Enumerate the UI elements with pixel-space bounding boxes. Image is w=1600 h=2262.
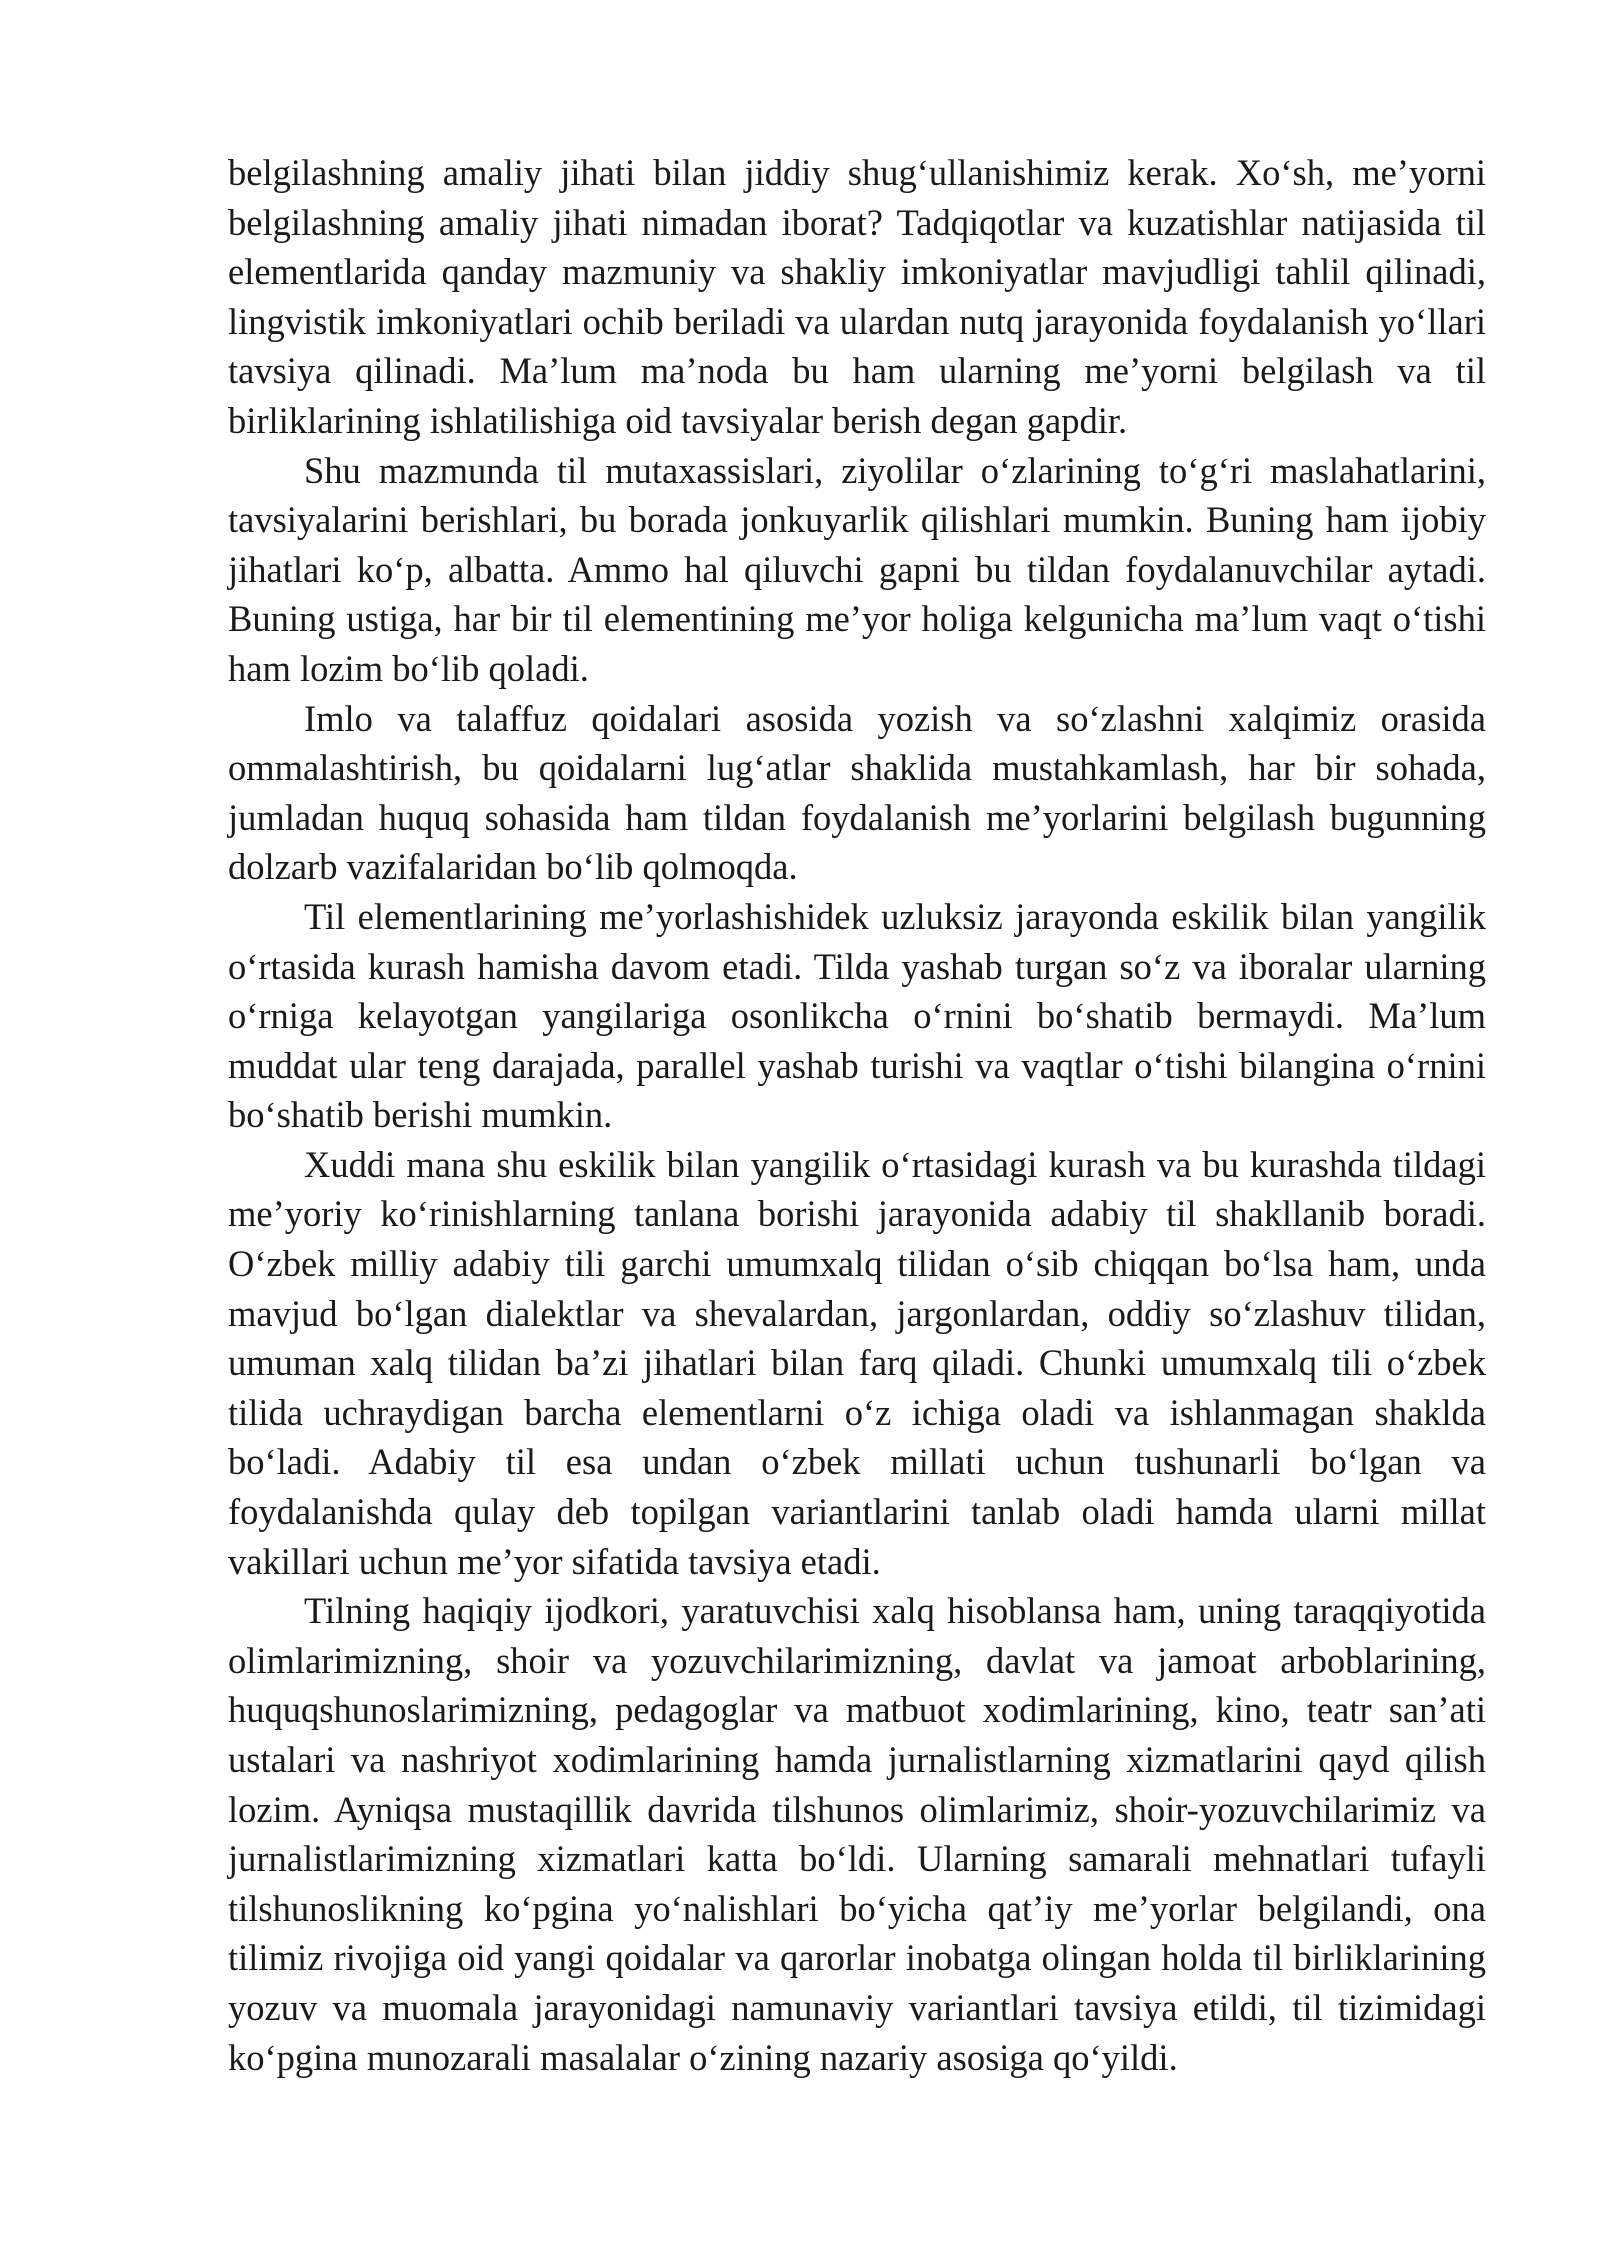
paragraph: Shu mazmunda til mutaxassislari, ziyolilar o‘zlarining to‘g‘ri maslahatlarini, tavsiyalarini berishlari, bu borada jonkuyarlik qilishlari mumkin. Buning ham ijobiy jihatlari ko‘p, albatta. Ammo hal qiluvchi gapni bu tildan foydalanuvchilar aytadi. Buning ustiga, har bir til elementining me’yor holiga kelgunicha ma’lum vaqt o‘tishi ham lozim bo‘lib qoladi. xyxy=(228,449,1486,689)
paragraph: Imlo va talaffuz qoidalari asosida yozish va so‘zlashni xalqimiz orasida ommalashtirish, bu qoidalarni lug‘atlar shaklida mustahkamlash, har bir sohada, jumladan huquq sohasida ham tildan foydalanish me’yorlarini belgilash bugunning dolzarb vazifalaridan bo‘lib qolmoqda. xyxy=(228,697,1486,888)
paragraph: Til elementlarining me’yorlashishidek uzluksiz jarayonda eskilik bilan yangilik o‘rtasida kurash hamisha davom etadi. Tilda yashab turgan so‘z va iboralar ularning o‘rniga kelayotgan yangilariga osonlikcha o‘rnini bo‘shatib bermaydi. Ma’lum muddat ular teng darajada, parallel yashab turishi va vaqtlar o‘tishi bilangina o‘rnini bo‘shatib berishi mumkin. xyxy=(228,895,1486,1136)
document-page xyxy=(228,148,1486,2082)
paragraph-continued: belgilashning amaliy jihati bilan jiddiy shug‘ullanishimiz kerak. Xo‘sh, me’yorni belgilashning amaliy jihati nimadan iborat? Tadqiqotlar va kuzatishlar natijasida til elementlarida qanday mazmuniy va shakliy imkoniyatlar mavjudligi tahlil qilinadi, lingvistik imkoniyatlari ochib beriladi va ulardan nutq jarayonida foydalanish yo‘llari tavsiya qilinadi. Ma’lum ma’noda bu ham ularning me’yorni belgilash va til birliklarining ishlatilishiga oid tavsiyalar berish degan gapdir. xyxy=(228,152,1486,441)
paragraph: Xuddi mana shu eskilik bilan yangilik o‘rtasidagi kurash va bu kurashda tildagi me’yoriy ko‘rinishlarning tanlana borishi jarayonida adabiy til shakllanib boradi. O‘zbek milliy adabiy tili garchi umumxalq tilidan o‘sib chiqqan bo‘lsa ham, unda mavjud bo‘lgan dialektlar va shevalardan, jargonlardan, oddiy so‘zlashuv tilidan, umuman xalq tilidan ba’zi jihatlari bilan farq qiladi. Chunki umumxalq tili o‘zbek tilida uchraydigan barcha elementlarni o‘z ichiga oladi va ishlanmagan shaklda bo‘ladi. Adabiy til esa undan o‘zbek millati uchun tushunarli bo‘lgan va foydalanishda qulay deb topilgan variantlarini tanlab oladi hamda ularni millat vakillari uchun me’yor sifatida tavsiya etadi. xyxy=(228,1143,1486,1582)
paragraph: Tilning haqiqiy ijodkori, yaratuvchisi xalq hisoblansa ham, uning taraqqiyotida olimlarimizning, shoir va yozuvchilarimizning, davlat va jamoat arboblarining, huquqshunoslarimizning, pedagoglar va matbuot xodimlarining, kino, teatr san’ati ustalari va nashriyot xodimlarining hamda jurnalistlarning xizmatlarini qayd qilish lozim. Ayniqsa mustaqillik davrida tilshunos olimlarimiz, shoir-yozuvchilarimiz va jurnalistlarimizning xizmatlari katta bo‘ldi. Ularning samarali mehnatlari tufayli tilshunoslikning ko‘pgina yo‘nalishlari bo‘yicha qat’iy me’yorlar belgilandi, ona tilimiz rivojiga oid yangi qoidalar va qarorlar inobatga olingan holda til birliklarining yozuv va muomala jarayonidagi namunaviy variantlari tavsiya etildi, til tizimidagi ko‘pgina munozarali masalalar o‘zining nazariy asosiga qo‘yildi. xyxy=(228,1590,1486,2078)
